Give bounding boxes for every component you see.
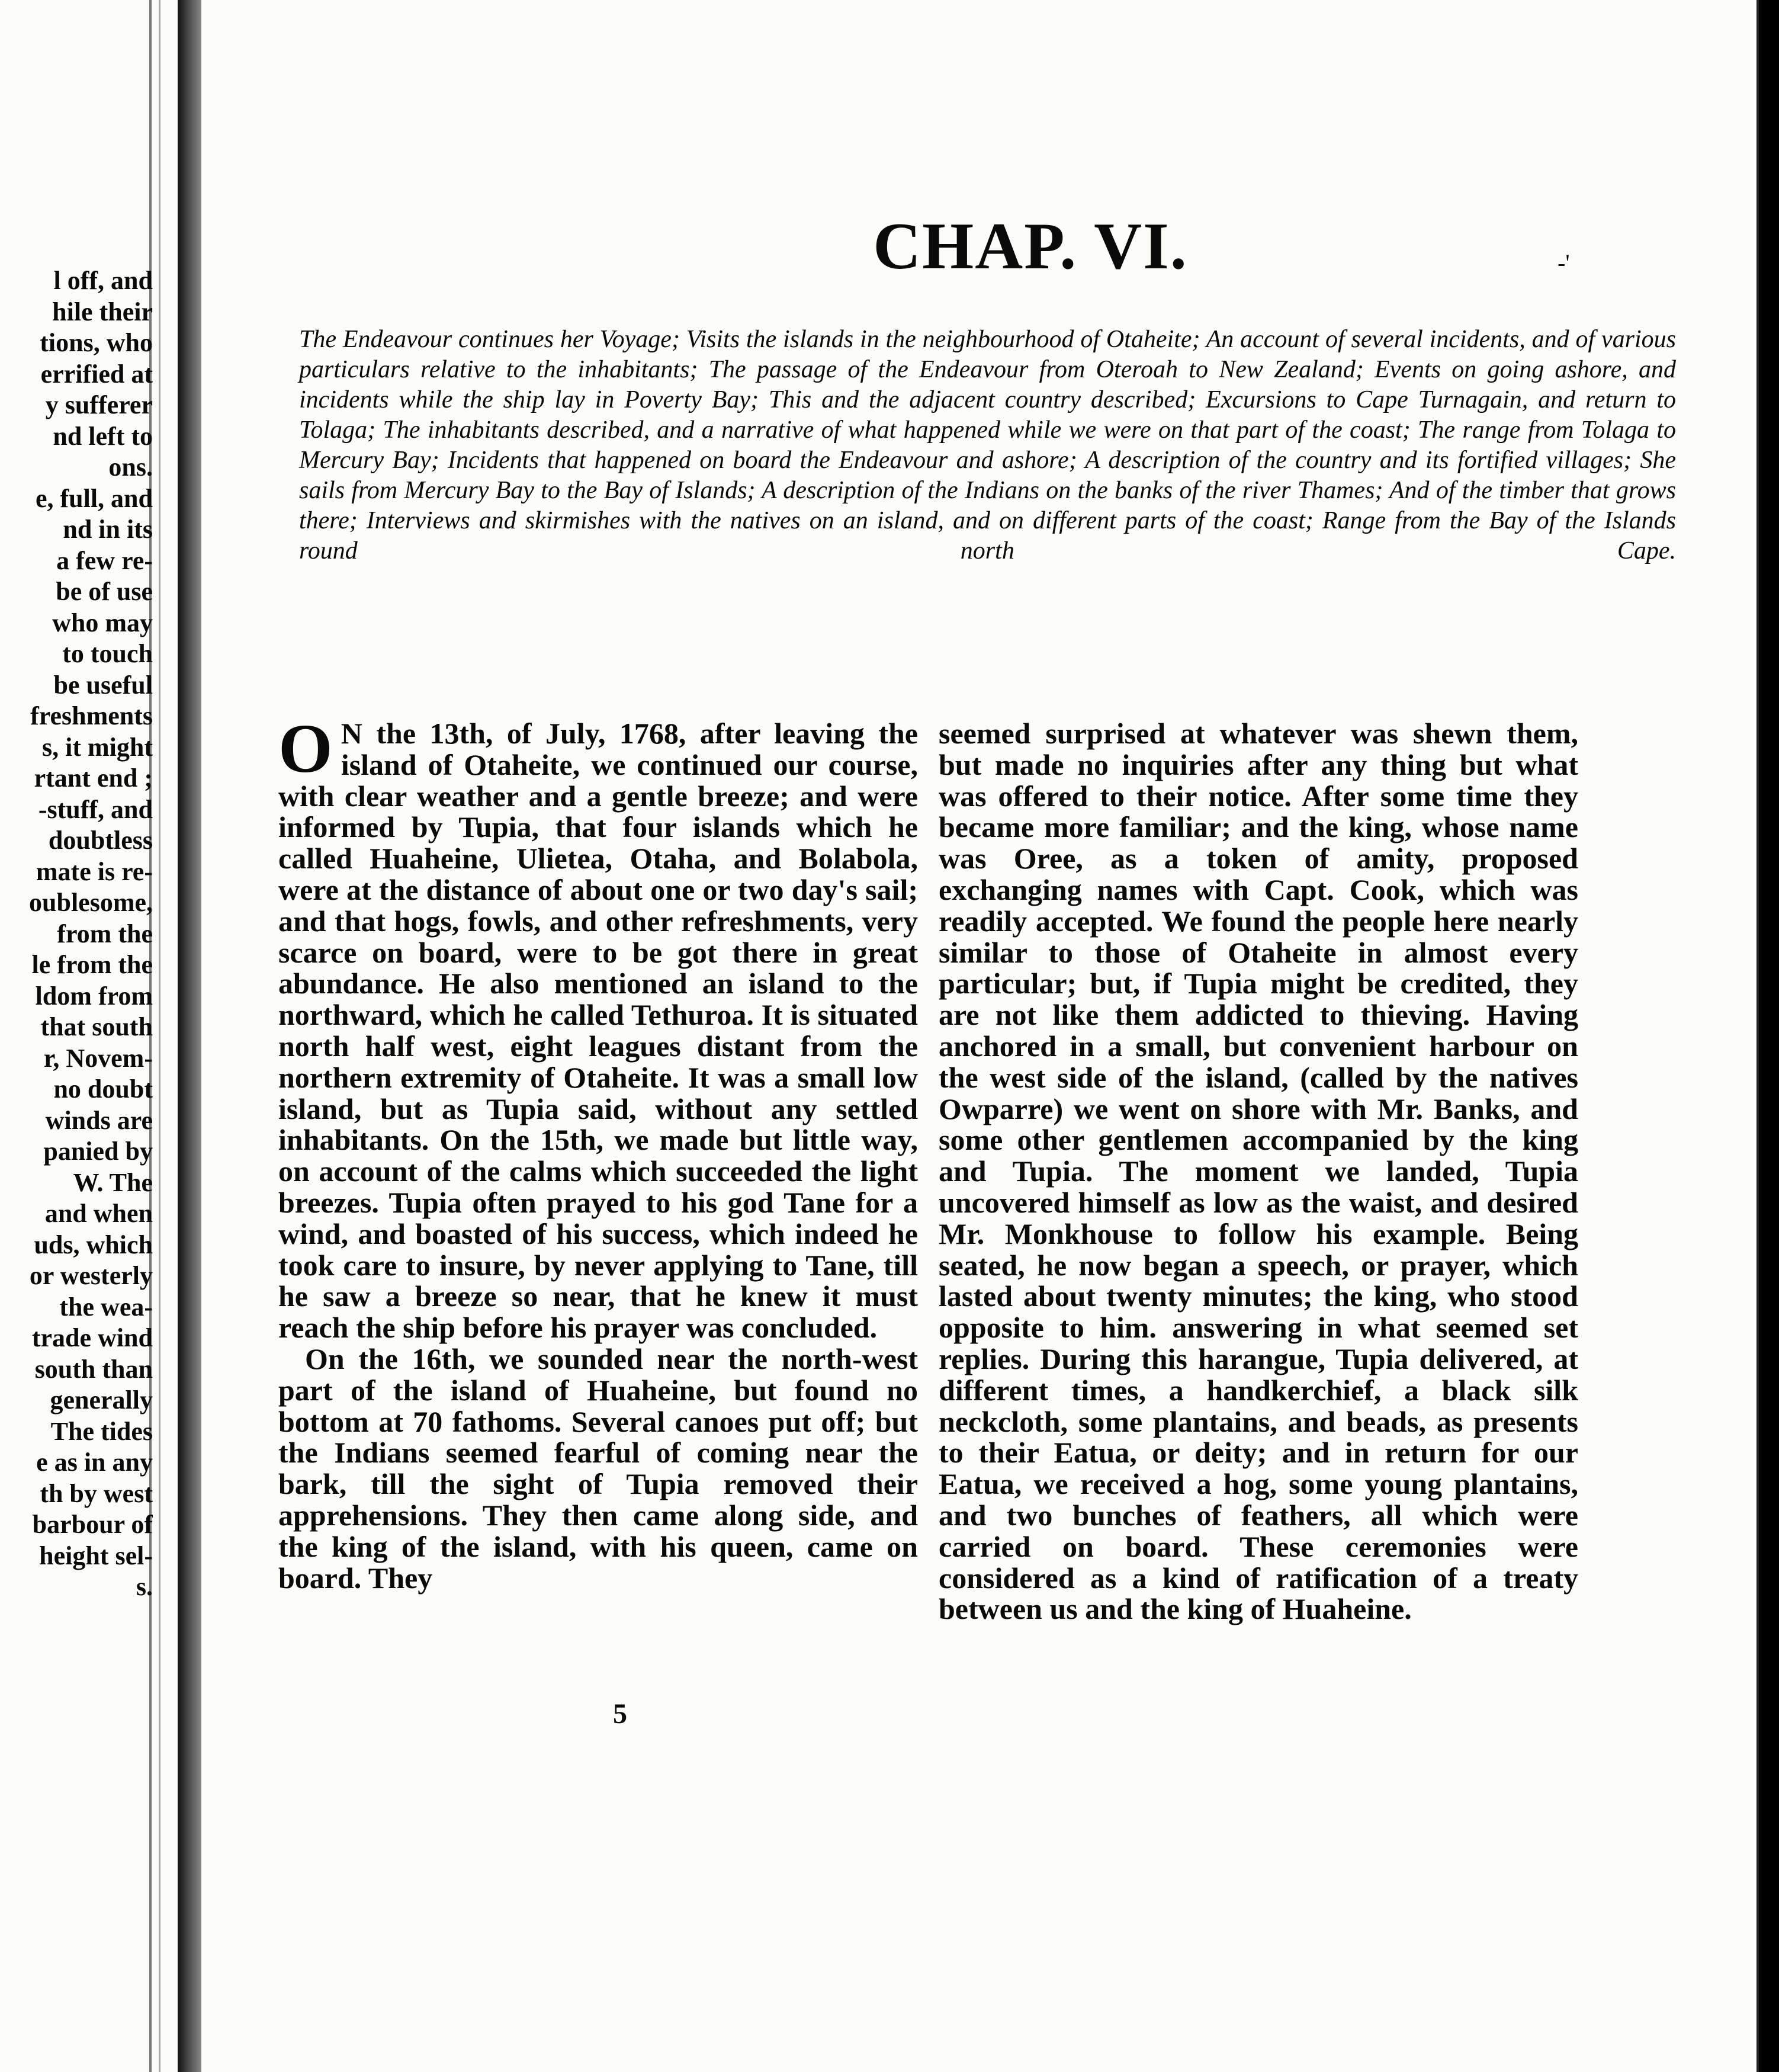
fragment-line: th by west (40, 1478, 153, 1508)
current-page (201, 0, 1759, 2072)
fragment-line: doubtless (48, 826, 153, 855)
fragment-line: to touch (62, 639, 153, 668)
fragment-line: errified at (40, 359, 153, 389)
body-column-right (939, 718, 1578, 1625)
fragment-line: or westerly (29, 1261, 153, 1290)
fragment-line: oublesome, (29, 888, 153, 917)
fragment-line: winds are (45, 1105, 153, 1135)
paragraph-continued: seemed surprised at whatever was shewn them, but made no inquiries after any thing but what was offered to their notice. After some time they became more familiar; and the king, whose name was Oree, as a token of amity, proposed exchanging names with Capt. Cook, which was readily accepted. We found the people here nearly similar to those of Otaheite in almost every particular; but, if Tupia might be credited, they are not like them addicted to thieving. Having anchored in a small, but convenient harbour on the west side of the island, (called by the natives Owparre) we went on shore with Mr. Banks, and some other gentlemen accompanied by the king and Tupia. The moment we landed, Tupia uncovered himself as low as the waist, and desired Mr. Monkhouse to follow his example. Being seated, he now began a speech, or prayer, which lasted about twenty minutes; the king, who stood opposite to him. answering in what seemed set replies. During this harangue, Tupia delivered, at different times, a handkerchief, a black silk neckcloth, some plantains, and beads, as presents to their Eatua, or deity; and in return for our Eatua, we received a hog, some young plantains, and two bunches of feathers, all which were carried on board. These ceremonies were considered as a kind of ratification of a treaty between us and the king of Huaheine. (939, 717, 1578, 1626)
paragraph-2: On the 16th, we sounded near the north-west part of the island of Huaheine, but found no bottom at 70 fathoms. Several canoes put off; but the Indians seemed fearful of coming near the bark, till the sight of Tupia removed their apprehensions. They then came along side, and the king of the island, with his queen, came on board. They (278, 1342, 918, 1595)
paragraph-1 (278, 710, 918, 1345)
fragment-line: rtant end ; (34, 764, 153, 793)
fragment-line: south than (34, 1354, 153, 1384)
previous-page (0, 0, 178, 2072)
fragment-line: barbour of (32, 1510, 153, 1539)
fragment-line: the wea- (59, 1292, 153, 1322)
fragment-line: be useful (53, 670, 153, 700)
fragment-line: hile their (52, 297, 153, 326)
fragment-line: mate is re- (36, 857, 153, 886)
fragment-line: tions, who (40, 328, 153, 357)
body-column-left (278, 710, 918, 1595)
page-edge (1756, 0, 1759, 2072)
fragment-line: who may (52, 608, 153, 637)
fragment-line: and when (44, 1199, 153, 1228)
fragment-line: The tides (50, 1416, 153, 1446)
fragment-line: r, Novem- (43, 1043, 153, 1073)
fragment-line: l off, and (53, 266, 153, 295)
drop-cap: O (278, 710, 333, 787)
fragment-line: trade wind (31, 1323, 153, 1352)
fragment-line: ons. (108, 453, 153, 482)
fragment-line: that south (40, 1012, 153, 1041)
fragment-line: W. The (73, 1167, 153, 1197)
chapter-summary: The Endeavour continues her Voyage; Visits the islands in the neighbourhood of Otaheite; An account of several incidents, and of various particulars relative to the inhabitants; The passage of the Endeavour from Oteroah to New Zealand; Events on going ashore, and incidents while the ship lay in Poverty Bay; This and the adjacent country described; Excursions to Cape Turnagain, and return to Tolaga; The inhabitants described, and a narrative of what happened while we were on that part of the coast; The range from Tolaga to Mercury Bay; Incidents that happened on board the Endeavour and ashore; A description of the country and its fortified villages; She sails from Mercury Bay to the Bay of Islands; A description of the Indians on the banks of the river Thames; And of the timber that grows there; Interviews and skirmishes with the natives on an island, and on different parts of the coast; Range from the Bay of the Islands round north Cape. (299, 326, 1676, 564)
fragment-line: s, it might (42, 732, 153, 762)
fragment-line: no doubt (53, 1075, 153, 1104)
fragment-line: be of use (56, 577, 153, 606)
paragraph-1-text: N the 13th, of July, 1768, after leaving the island of Otaheite, we continued our course, with clear weather and a gentle breeze; and were informed by Tupia, that four islands which he called Huaheine, Ulietea, Otaha, and Bolabola, were at the distance of about one or two day's sail; and that hogs, fowls, and other refreshments, very scarce on board, were to be got there in great abundance. He also mentioned an island to the northward, which he called Tethuroa. It is situated north half west, eight leagues distant from the northern extremity of Otaheite. It was a small low island, but as Tupia said, without any settled inhabitants. On the 15th, we made but little way, on account of the calms which succeeded the light breezes. Tupia often prayed to his god Tane for a wind, and boasted of his success, which indeed he took care to insure, by never applying to Tane, till he saw a breeze so near, that he knew it must reach the ship before his prayer was concluded. (278, 717, 918, 1345)
fragment-line: from the (57, 919, 153, 948)
corner-mark: -' (1558, 249, 1570, 276)
fragment-line: y sufferer (45, 390, 153, 419)
fragment-line: a few re- (56, 546, 153, 575)
fragment-line: e, full, and (35, 483, 153, 513)
fragment-line: ldom from (35, 981, 153, 1011)
fragment-line: uds, which (34, 1230, 153, 1259)
fragment-line: height sel- (39, 1541, 153, 1570)
fragment-line: nd left to (53, 421, 153, 451)
page-number: 5 (613, 1698, 627, 1730)
page-edge-shadow (159, 0, 160, 2072)
fragment-line: le from the (31, 950, 153, 979)
fragment-line: freshments (30, 701, 153, 730)
fragment-line: e as in any (36, 1448, 153, 1477)
fragment-line: -stuff, and (38, 794, 153, 824)
fragment-line: nd in its (63, 515, 153, 544)
fragment-line: s. (136, 1572, 153, 1601)
fragment-line: generally (50, 1385, 153, 1415)
chapter-title: CHAP. VI. (873, 210, 1188, 283)
previous-page-text-fragment (0, 265, 153, 1603)
fragment-line: panied by (43, 1137, 153, 1166)
book-gutter (178, 0, 201, 2072)
